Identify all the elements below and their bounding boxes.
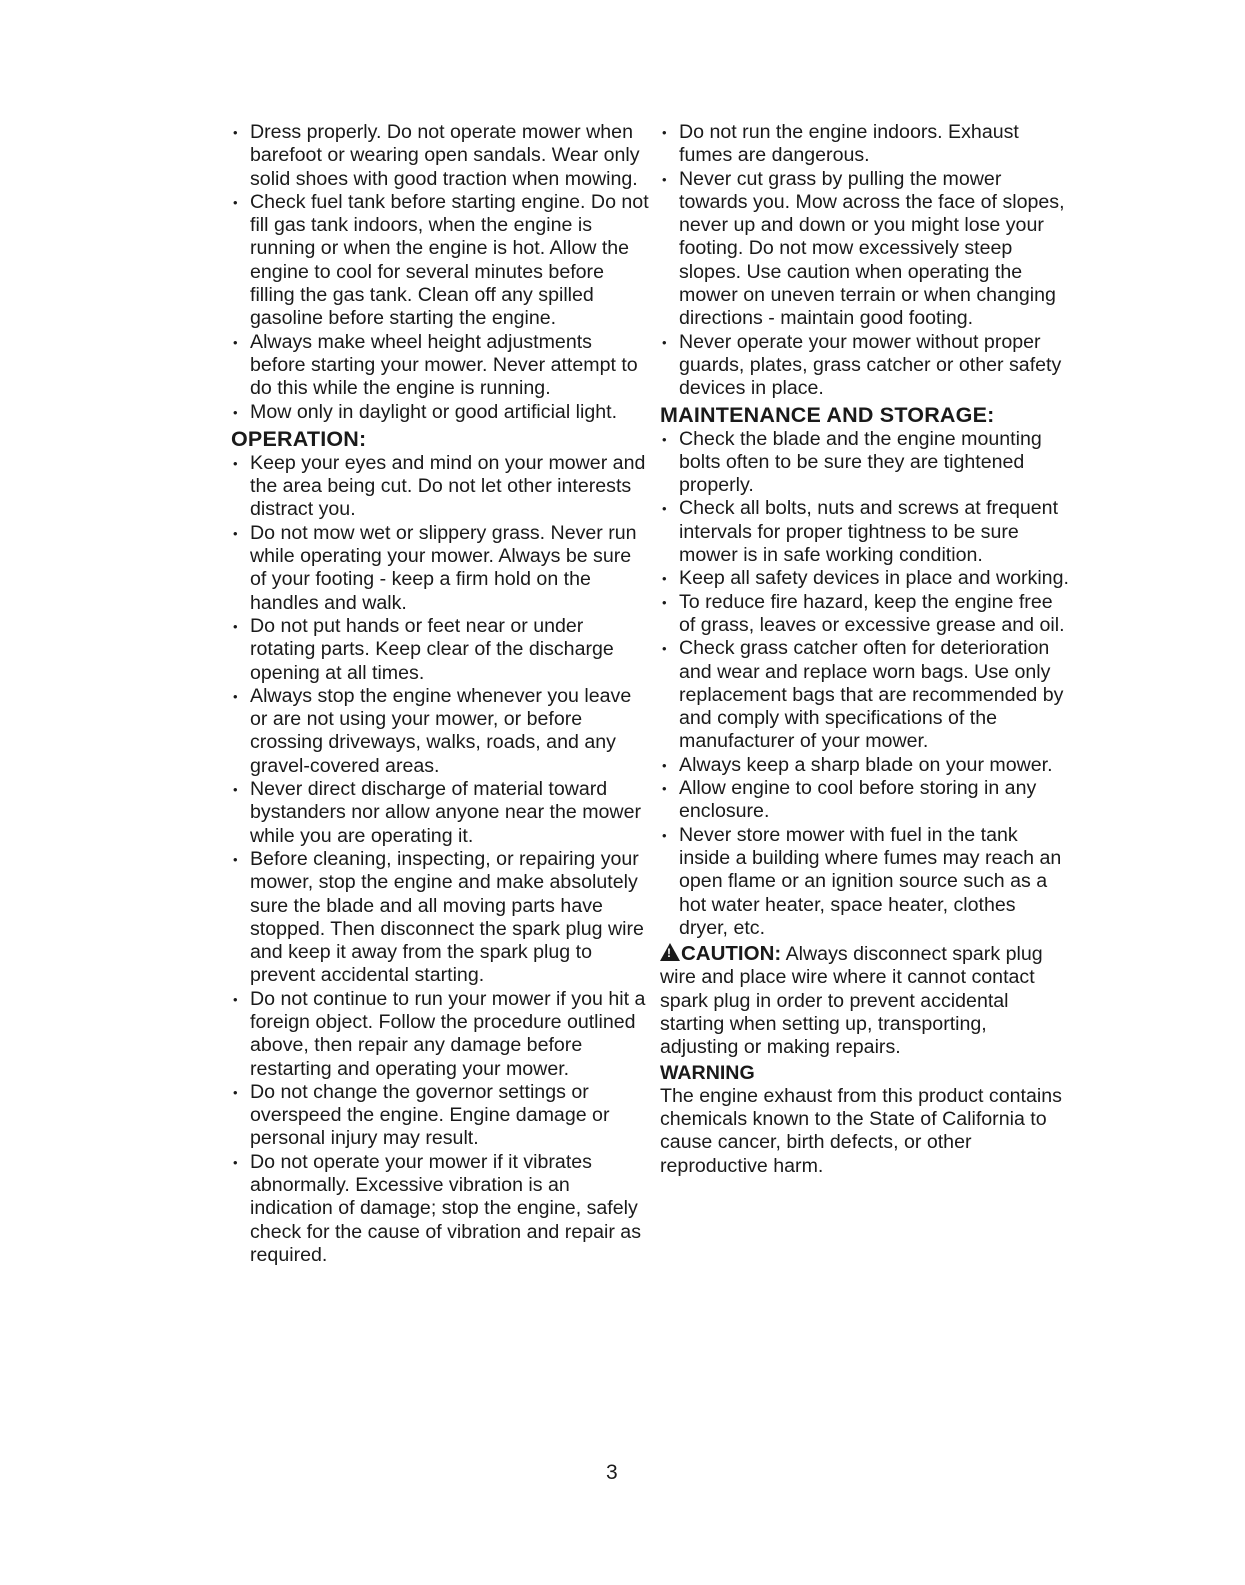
warning-triangle-icon [660,943,680,961]
bullet: • [662,827,667,843]
list-item: • Do not run the engine indoors. Exhaust fumes are dangerous. [662,121,1019,167]
bullet: • [662,571,667,587]
bullet: • [662,431,667,447]
bullet: • [233,194,238,210]
list-item: • Keep all safety devices in place and working. [662,567,1069,590]
list-item: • Check fuel tank before starting engine. Do not fill gas tank indoors, when the engine is running or when the engine is hot. Allow the engine to cool for several minutes before filling the gas tank. Clean off any spilled gasoline before starting the engine. [233,190,649,330]
bullet: • [233,991,238,1007]
list-item: • Do not operate your mower if it vibrates abnormally. Excessive vibration is an indication of damage; stop the engine, safely check for the cause of vibration and repair as required. [233,1150,642,1266]
list-item: • Keep your eyes and mind on your mower and the area being cut. Do not let other interests distract you. [233,451,646,521]
page-number: 3 [606,1461,618,1484]
caution-text: Always disconnect spark plug wire and place wire where it cannot contact spark plug in order to prevent accidental starting when setting up, transporting, adjusting or making repairs. [660,943,1043,1059]
list-item: • Never direct discharge of material toward bystanders nor allow anyone near the mower while you are operating it. [233,778,642,847]
bullet: • [233,782,238,798]
bullet: • [233,1154,238,1170]
list-item: • Always keep a sharp blade on your mower. [662,753,1053,776]
maintenance-list [660,428,1070,941]
bullet: • [662,641,667,657]
bullet: • [233,125,238,140]
bullet: • [662,334,667,350]
warning-text: The engine exhaust from this product contains chemicals known to the State of California to cause cancer, birth defects, or other reproductive harm. [660,1084,1062,1177]
list-item: • Check grass catcher often for deterioration and wear and replace worn bags. Use only replacement bags that are recommended by and comply with specifications of the manufacturer of your mower. [662,637,1064,753]
caution-label: CAUTION: [681,942,782,966]
operation-list [231,452,651,1267]
bullet: • [662,501,667,517]
list-item: • Before cleaning, inspecting, or repairing your mower, stop the engine and make absolutely sure the blade and all moving parts have stopped. Then disconnect the spark plug wire and keep it away from the spark plug to prevent accidental starting. [233,847,644,987]
bullet: • [233,334,238,350]
bullet: • [233,1084,238,1100]
bullet: • [662,757,667,773]
operation-list-continued [660,121,1070,401]
bullet: • [662,781,667,797]
list-item: • Allow engine to cool before storing in any enclosure. [662,777,1037,823]
right-column [660,121,1070,1178]
list-item: • Never store mower with fuel in the tank inside a building where fumes may reach an open flame or an ignition source such as a hot water heater, space heater, clothes dryer, etc. [662,823,1062,939]
list-item: • Always stop the engine whenever you leave or are not using your mower, or before crossing driveways, walks, roads, and any gravel-covered areas. [233,684,632,777]
list-item: • Never operate your mower without proper guards, plates, grass catcher or other safety devices in place. [662,330,1062,400]
bullet: • [662,171,667,187]
list-item: • Do not continue to run your mower if you hit a foreign object. Follow the procedure outlined above, then repair any damage before restarting and operating your mower. [233,987,646,1080]
list-item: • Do not put hands or feet near or under rotating parts. Keep clear of the discharge opening at all times. [233,614,614,684]
bullet: • [233,525,238,541]
maintenance-heading: MAINTENANCE AND STORAGE: [660,402,995,427]
bullet: • [233,618,238,634]
list-item: • Always make wheel height adjustments before starting your mower. Never attempt to do this while the engine is running. [233,330,638,400]
bullet: • [662,125,667,140]
bullet: • [233,851,238,867]
caution-notice [660,942,1070,1059]
bullet: • [233,404,238,420]
list-item: • Mow only in daylight or good artificial light. [233,400,618,423]
list-item: • Check the blade and the engine mounting bolts often to be sure they are tightened properly. [662,427,1042,497]
bullet: • [233,688,238,704]
operation-heading: OPERATION: [231,426,367,451]
list-item: • Dress properly. Do not operate mower when barefoot or wearing open sandals. Wear only solid shoes with good traction when mowing. [233,121,640,190]
bullet: • [662,594,667,610]
safety-list [231,121,651,424]
list-item: • Do not change the governor settings or overspeed the engine. Engine damage or personal injury may result. [233,1080,610,1150]
warning-heading: WARNING [660,1061,755,1084]
list-item: • Do not mow wet or slippery grass. Never run while operating your mower. Always be sure of your footing - keep a firm hold on the handles and walk. [233,521,637,614]
list-item: • Check all bolts, nuts and screws at frequent intervals for proper tightness to be sure mower is in safe working condition. [662,497,1059,567]
bullet: • [233,455,238,471]
left-column [231,121,651,1267]
list-item: • To reduce fire hazard, keep the engine free of grass, leaves or excessive grease and oil. [662,590,1065,636]
list-item: • Never cut grass by pulling the mower towards you. Mow across the face of slopes, never up and down or you might lose your footing. Do not mow excessively steep slopes. Use caution when operating the mower on uneven terrain or when changing directions - maintain good footing. [662,167,1065,330]
